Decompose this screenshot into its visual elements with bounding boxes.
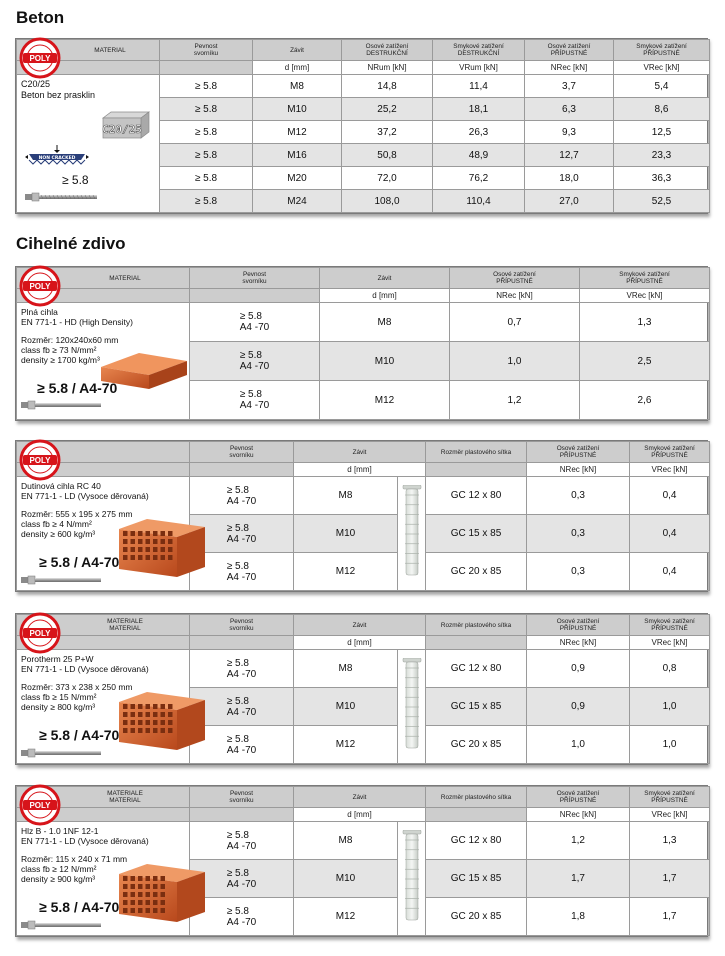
header-zavit: Závit <box>320 268 450 289</box>
header-d-mm: d [mm] <box>294 808 426 822</box>
section-heading-cihelne: Cihelné zdivo <box>16 234 126 253</box>
material-name: Hlz B - 1.0 1NF 12-1 <box>21 826 99 836</box>
header-v-rec: VRec [kN] <box>614 61 710 75</box>
beton-table-card <box>15 38 708 214</box>
header-v-rec: VRec [kN] <box>630 808 710 822</box>
threaded-rod-icon <box>21 920 101 930</box>
material-name: Porotherm 25 P+W <box>21 654 94 664</box>
plastic-sleeve-image <box>402 830 422 922</box>
header-smykove: Smykové zatížení PŘÍPUSTNÉ <box>630 442 710 463</box>
material-cell <box>17 303 190 420</box>
strength-grade: ≥ 5.8 <box>62 173 89 187</box>
table4-card <box>15 785 708 937</box>
threaded-rod-icon <box>25 192 97 202</box>
threaded-rod-icon <box>21 575 101 585</box>
poly-logo <box>19 784 61 826</box>
header-material: MATERIALE MATERIAL <box>17 615 190 636</box>
table-row: ≥ 5.8 A4 -70 M12 GC 20 x 85 1,0 1,0 <box>17 726 710 764</box>
plna-cihla-table-card <box>15 266 708 421</box>
header-zavit: Závit <box>294 787 426 808</box>
header-pevnost: Pevnost svorníku <box>190 442 294 463</box>
header-sitka: Rozměr plastového sítka <box>426 615 527 636</box>
header-n-rum: NRum [kN] <box>342 61 433 75</box>
strength-grade: ≥ 5.8 / A4-70 <box>39 899 120 915</box>
material-cell <box>17 650 190 764</box>
table-row: ≥ 5.8 M20 72,0 76,2 18,0 36,3 <box>17 167 710 190</box>
material-desc: Beton bez prasklin <box>21 90 96 100</box>
svg-text:POLY: POLY <box>29 54 51 63</box>
table-row: Porotherm 25 P+W EN 771-1 - LD (Vysoce děrovaná) Rozměr: 373 x 238 x 250 mm class fb ≥ 15 N/mm² density ≥ 800 kg/m³ ≥ 5.8 / A4-70 ≥ 5.8 A4 -70 M8 GC 12 x 80 0,9 0,8 <box>17 650 710 688</box>
header-v-rec: VRec [kN] <box>630 463 710 477</box>
header-smykove-destr: Smykové zatížení DESTRUKČNÍ <box>433 40 525 61</box>
header-d-mm: d [mm] <box>320 289 450 303</box>
material-class: class fb ≥ 12 N/mm² <box>21 864 97 874</box>
concrete-block-image <box>99 110 151 140</box>
table-row: Plná cihla EN 771-1 - HD (High Density) Rozměr: 120x240x60 mm class fb ≥ 73 N/mm² density ≥ 1700 kg/m³ ≥ 5.8 / A4-70 ≥ 5.8 A4 -70 M8 0,7 1,3 <box>17 303 710 342</box>
material-cell <box>17 477 190 591</box>
table3-card <box>15 613 708 765</box>
table-row: ≥ 5.8 A4 -70 M12 GC 20 x 85 0,3 0,4 <box>17 553 710 591</box>
material-density: density ≥ 1700 kg/m³ <box>21 355 100 365</box>
header-v-rec: VRec [kN] <box>580 289 710 303</box>
material-name: Plná cihla <box>21 307 58 317</box>
table-row: ≥ 5.8 A4 -70 M12 1,2 2,6 <box>17 381 710 420</box>
material-class: class fb ≥ 4 N/mm² <box>21 519 92 529</box>
header-n-rec: NRec [kN] <box>527 463 630 477</box>
table2 <box>16 441 710 591</box>
poly-logo <box>19 37 61 79</box>
header-smykove: Smykové zatížení PŘÍPUSTNÉ <box>630 787 710 808</box>
svg-text:NON CRACKED: NON CRACKED <box>38 156 76 161</box>
header-pevnost: Pevnost svorníku <box>190 787 294 808</box>
sleeve-cell <box>398 650 426 764</box>
table3 <box>16 614 710 764</box>
poly-logo <box>19 265 61 307</box>
material-norm: EN 771-1 - LD (Vysoce děrovaná) <box>21 836 149 846</box>
header-n-rec: NRec [kN] <box>525 61 614 75</box>
material-cell <box>17 822 190 936</box>
table-row: ≥ 5.8 M12 37,2 26,3 9,3 12,5 <box>17 121 710 144</box>
threaded-rod-icon <box>21 748 101 758</box>
material-size: Rozměr: 120x240x60 mm <box>21 335 119 345</box>
table-row: Dutinová cihla RC 40 EN 771-1 - LD (Vysoce děrovaná) Rozměr: 555 x 195 x 275 mm class fb ≥ 4 N/mm² density ≥ 600 kg/m³ ≥ 5.8 / A4-70 ≥ 5.8 A4 -70 M8 GC 12 x 80 0,3 0,4 <box>17 477 710 515</box>
header-smykove-prip: Smykové zatížení PŘÍPUSTNÉ <box>614 40 710 61</box>
material-size: Rozměr: 373 x 238 x 250 mm <box>21 682 133 692</box>
plastic-sleeve-image <box>402 658 422 750</box>
header-osove: Osové zatížení PŘÍPUSTNÉ <box>527 787 630 808</box>
material-cell <box>17 75 160 213</box>
header-smykove: Smykové zatížení PŘÍPUSTNÉ <box>630 615 710 636</box>
header-sitka: Rozměr plastového sítka <box>426 442 527 463</box>
table-row: ≥ 5.8 A4 -70 M10 GC 15 x 85 0,9 1,0 <box>17 688 710 726</box>
section-heading-beton: Beton <box>16 8 65 27</box>
header-d-mm: d [mm] <box>294 463 426 477</box>
table-row: ≥ 5.8 M10 25,2 18,1 6,3 8,6 <box>17 98 710 121</box>
header-zavit: Závit <box>294 442 426 463</box>
material-norm: EN 771-1 - LD (Vysoce děrovaná) <box>21 664 149 674</box>
table-row: Hlz B - 1.0 1NF 12-1 EN 771-1 - LD (Vysoce děrovaná) Rozměr: 115 x 240 x 71 mm class fb ≥ 12 N/mm² density ≥ 900 kg/m³ ≥ 5.8 / A4-70 ≥ 5.8 A4 -70 M8 GC 12 x 80 1,2 1,3 <box>17 822 710 860</box>
header-n-rec: NRec [kN] <box>450 289 580 303</box>
svg-text:POLY: POLY <box>29 456 51 465</box>
poly-logo <box>19 439 61 481</box>
hollow-brick-image <box>117 862 207 924</box>
material-size: Rozměr: 555 x 195 x 275 mm <box>21 509 133 519</box>
header-v-rec: VRec [kN] <box>630 636 710 650</box>
material-density: density ≥ 800 kg/m³ <box>21 702 96 712</box>
material-norm: EN 771-1 - HD (High Density) <box>21 317 133 327</box>
svg-text:POLY: POLY <box>29 629 51 638</box>
header-pevnost: Pevnost svorníku <box>160 40 253 61</box>
header-osove: Osové zatížení PŘÍPUSTNÉ <box>450 268 580 289</box>
non-cracked-icon <box>25 145 89 165</box>
strength-grade: ≥ 5.8 / A4-70 <box>39 554 120 570</box>
table-row: ≥ 5.8 A4 -70 M10 GC 15 x 85 0,3 0,4 <box>17 515 710 553</box>
svg-text:POLY: POLY <box>29 282 51 291</box>
header-sitka: Rozměr plastového sítka <box>426 787 527 808</box>
table2-card <box>15 440 708 592</box>
poly-logo <box>19 612 61 654</box>
table-row: ≥ 5.8 A4 -70 M10 GC 15 x 85 1,7 1,7 <box>17 860 710 898</box>
material-size: Rozměr: 115 x 240 x 71 mm <box>21 854 128 864</box>
hollow-brick-image <box>117 690 207 752</box>
strength-grade: ≥ 5.8 / A4-70 <box>37 380 118 396</box>
material-grade-label: C20/25 <box>21 79 51 89</box>
header-material: MATERIALE MATERIAL <box>17 787 190 808</box>
material-name: Dutinová cihla RC 40 <box>21 481 101 491</box>
table4 <box>16 786 710 936</box>
material-class: class fb ≥ 15 N/mm² <box>21 692 97 702</box>
header-n-rec: NRec [kN] <box>527 808 630 822</box>
material-density: density ≥ 900 kg/m³ <box>21 874 96 884</box>
strength-grade: ≥ 5.8 / A4-70 <box>39 727 120 743</box>
header-material: MATERIAL <box>17 268 190 289</box>
header-zavit: Závit <box>294 615 426 636</box>
beton-table <box>16 39 710 213</box>
header-osove: Osové zatížení PŘÍPUSTNÉ <box>527 442 630 463</box>
table-row: C20/25 Beton bez prasklin C20/25 NON CRACKED ≥ 5.8 ≥ 5.8 M8 14,8 11,4 3,7 5,4 <box>17 75 710 98</box>
header-pevnost: Pevnost svorníku <box>190 615 294 636</box>
plna-cihla-table <box>16 267 710 420</box>
header-osove: Osové zatížení PŘÍPUSTNÉ <box>527 615 630 636</box>
sleeve-cell <box>398 477 426 591</box>
header-n-rec: NRec [kN] <box>527 636 630 650</box>
table-row: ≥ 5.8 A4 -70 M10 1,0 2,5 <box>17 342 710 381</box>
sleeve-cell <box>398 822 426 936</box>
table-row: ≥ 5.8 A4 -70 M12 GC 20 x 85 1,8 1,7 <box>17 898 710 936</box>
table-row: ≥ 5.8 M24 108,0 110,4 27,0 52,5 <box>17 190 710 213</box>
header-pevnost: Pevnost svorníku <box>190 268 320 289</box>
material-density: density ≥ 600 kg/m³ <box>21 529 96 539</box>
table-row: ≥ 5.8 M16 50,8 48,9 12,7 23,3 <box>17 144 710 167</box>
header-zavit: Závit <box>253 40 342 61</box>
header-osove-prip: Osové zatížení PŘÍPUSTNÉ <box>525 40 614 61</box>
header-material: MATERIAL <box>17 40 160 61</box>
hollow-brick-image <box>117 517 207 579</box>
block-label: C20/25 <box>102 123 142 136</box>
material-class: class fb ≥ 73 N/mm² <box>21 345 97 355</box>
header-d-mm: d [mm] <box>253 61 342 75</box>
header-smykove: Smykové zatížení PŘÍPUSTNÉ <box>580 268 710 289</box>
material-norm: EN 771-1 - LD (Vysoce děrovaná) <box>21 491 149 501</box>
plastic-sleeve-image <box>402 485 422 577</box>
threaded-rod-icon <box>21 400 101 410</box>
header-osove-destr: Osové zatížení DESTRUKČNÍ <box>342 40 433 61</box>
svg-text:POLY: POLY <box>29 801 51 810</box>
header-v-rum: VRum [kN] <box>433 61 525 75</box>
header-d-mm: d [mm] <box>294 636 426 650</box>
